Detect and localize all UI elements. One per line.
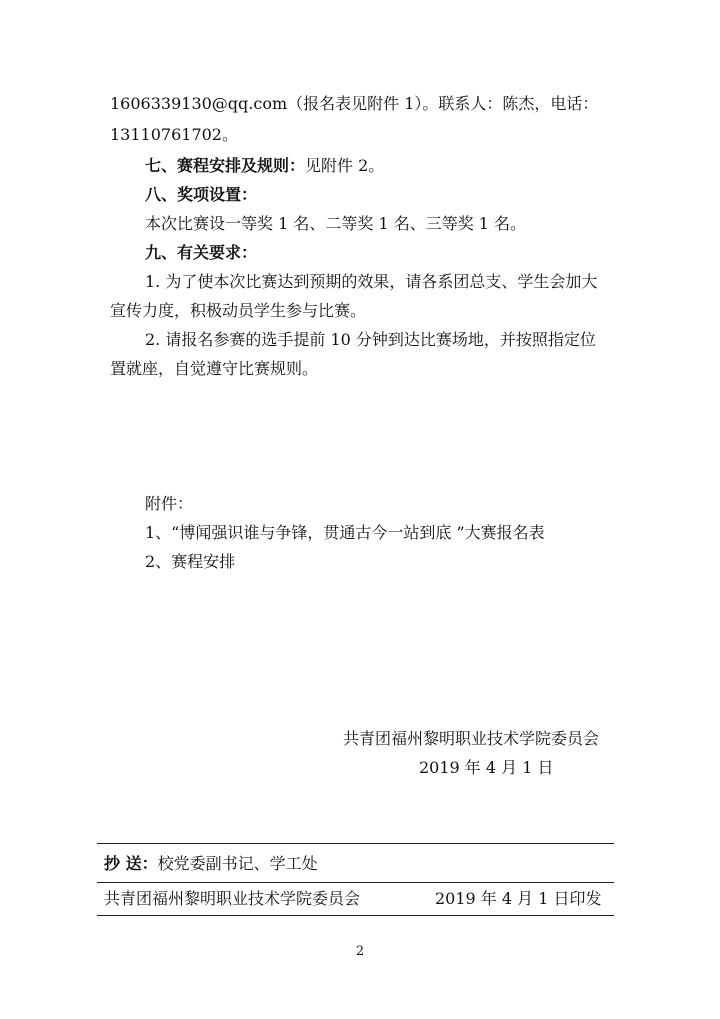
cc-line xyxy=(104,853,318,875)
section-8-text: 本次比赛设一等奖 1 名、二等奖 1 名、三等奖 1 名。 xyxy=(145,214,527,233)
page-number: 2 xyxy=(355,944,365,959)
attachments-label: 附件： xyxy=(145,494,194,513)
requirement-1-line-2: 宣传力度，积极动员学生参与比赛。 xyxy=(110,301,367,320)
divider-bottom xyxy=(97,915,614,916)
cc-label: 抄 送： xyxy=(104,854,158,873)
requirement-2-line-2: 置就座，自觉遵守比赛规则。 xyxy=(110,359,319,378)
footer-issuer: 共青团福州黎明职业技术学院委员会 xyxy=(104,889,361,908)
signature-date: 2019 年 4 月 1 日 xyxy=(419,758,554,777)
section-9-heading: 九、有关要求： xyxy=(145,243,258,262)
cc-text: 校党委副书记、学工处 xyxy=(157,854,318,873)
attachment-item: 2、赛程安排 xyxy=(145,552,236,571)
footer-issue-date: 2019 年 4 月 1 日印发 xyxy=(435,889,602,908)
divider-middle xyxy=(97,882,614,883)
contact-line: 1606339130@qq.com（报名表见附件 1）。联系人：陈杰，电话： xyxy=(110,94,599,113)
section-7-text: 见附件 2。 xyxy=(305,156,385,175)
requirement-1-line-1: 1. 为了使本次比赛达到预期的效果，请各系团总支、学生会加大 xyxy=(145,272,598,291)
section-8-heading: 八、奖项设置： xyxy=(145,185,258,204)
section-7-heading: 七、赛程安排及规则： xyxy=(145,156,306,175)
divider-top xyxy=(97,843,614,844)
requirement-2-line-1: 2. 请报名参赛的选手提前 10 分钟到达比赛场地，并按照指定位 xyxy=(145,330,596,349)
phone-line: 13110761702。 xyxy=(110,125,238,144)
signature-org: 共青团福州黎明职业技术学院委员会 xyxy=(343,729,600,748)
attachment-item: 1、“博闻强识谁与争锋，贯通古今一站到底 ”大赛报名表 xyxy=(145,523,545,542)
section-7 xyxy=(145,155,384,177)
